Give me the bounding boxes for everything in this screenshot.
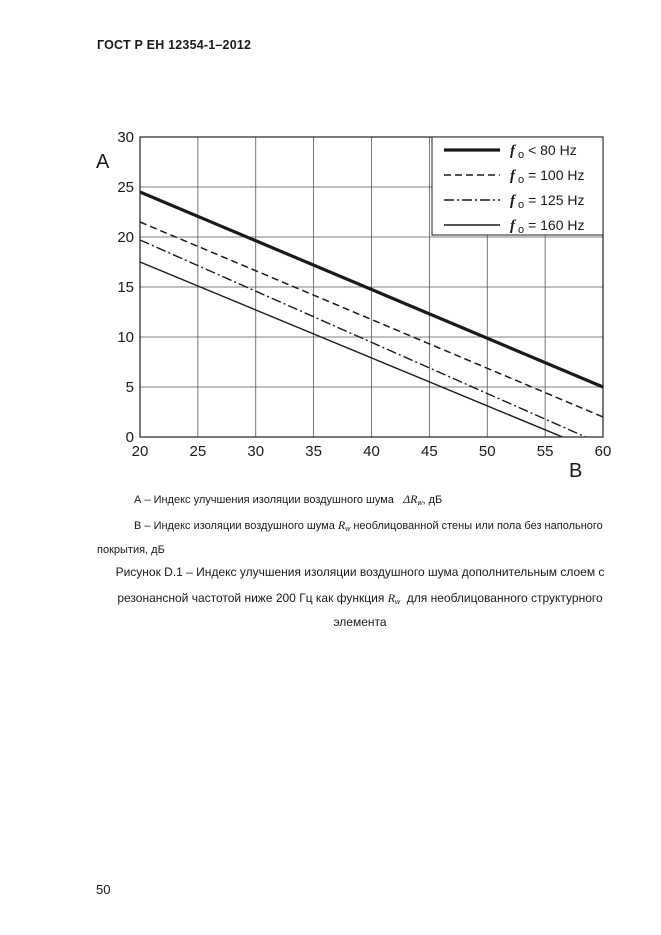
- figure-title-line-3: элемента: [333, 615, 387, 629]
- x-tick-label-55: 55: [536, 443, 554, 460]
- caption-a-text: А – Индекс улучшения изоляции воздушного шума: [134, 494, 394, 506]
- y-tick-label-25: 25: [117, 179, 134, 196]
- x-tick-label-35: 35: [305, 443, 322, 460]
- x-tick-label-50: 50: [478, 443, 496, 460]
- figure-title-line-2a: резонансной частотой ниже 200 Гц как функция: [117, 591, 385, 605]
- caption-b-sub: w: [345, 526, 351, 533]
- figure-title-line-2: [60, 591, 660, 606]
- y-tick-label-5: 5: [125, 379, 134, 396]
- figure-title-line-1: Рисунок D.1 – Индекс улучшения изоляции воздушного шума дополнительным слоем с: [115, 565, 605, 579]
- legend-label-1: f $_o$ < 80 Hz: [510, 142, 577, 161]
- x-tick-label-20: 20: [131, 443, 149, 460]
- x-tick-label-40: 40: [363, 443, 380, 460]
- caption-a-sub: w: [417, 500, 423, 507]
- caption-b-continuation: покрытия, дБ: [97, 544, 165, 556]
- x-tick-label-60: 60: [594, 443, 612, 460]
- y-tick-label-10: 10: [117, 329, 134, 346]
- x-tick-label-25: 25: [189, 443, 207, 460]
- caption-b-text: В – Индекс изоляции воздушного шума: [134, 520, 335, 532]
- x-tick-label-45: 45: [421, 443, 438, 460]
- x-tick-label-30: 30: [247, 443, 265, 460]
- figure-title-sub: w: [395, 599, 401, 606]
- y-axis-label: A: [96, 151, 110, 173]
- chart-legend: [432, 137, 603, 236]
- figure-title-symbol: R: [387, 591, 396, 605]
- y-tick-label-20: 20: [117, 229, 134, 246]
- x-axis-label: B: [569, 460, 583, 482]
- series-line-3: [140, 240, 586, 437]
- y-tick-label-0: 0: [125, 429, 134, 446]
- series-line-4: [140, 262, 562, 437]
- figure-title-line-2b: для необлицованного структурного: [406, 591, 603, 605]
- caption-b-symbol: R: [337, 518, 346, 532]
- page-number: 50: [96, 882, 111, 897]
- legend-label-4: f $_o$ = 160 Hz: [510, 217, 585, 236]
- caption-b-text-2: необлицованной стены или пола без напольного: [353, 520, 603, 532]
- y-tick-label-15: 15: [117, 279, 134, 296]
- y-tick-label-30: 30: [117, 129, 134, 146]
- caption-a-unit: , дБ: [422, 494, 443, 506]
- document-header: ГОСТ Р ЕН 12354-1–2012: [97, 38, 252, 52]
- caption-a-symbol: ΔR: [403, 492, 418, 506]
- caption-a: [134, 492, 442, 507]
- legend-label-2: f $_o$ = 100 Hz: [510, 167, 585, 186]
- caption-b: [134, 518, 603, 533]
- legend-label-3: f $_o$ = 125 Hz: [510, 192, 585, 211]
